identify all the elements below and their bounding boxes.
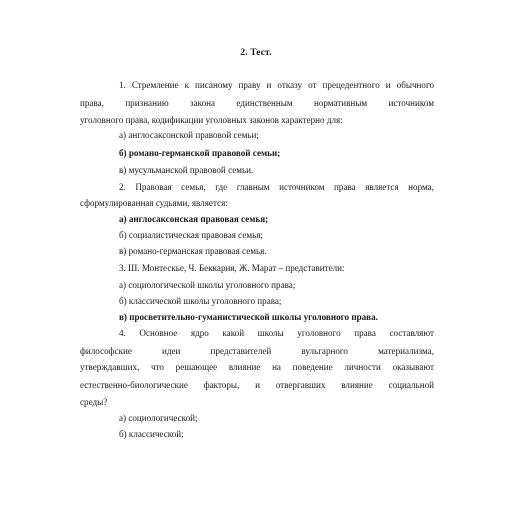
q4-line-2: философские идеи представителей вульгарного материализма, xyxy=(80,346,434,356)
q3-answer-b: б) классической школы уголовного права; xyxy=(119,296,282,306)
q1-answer-a: а) англосаксонской правовой семьи; xyxy=(119,130,259,140)
q2-line-2: сформулированная судьями, является: xyxy=(80,198,228,208)
q2-answer-c: в) романо-германская правовая семья. xyxy=(119,246,267,256)
q4-line-4: естественно-биологические факторы, и отвергавших влияние социальной xyxy=(80,380,434,390)
q1-line-2: права, признанию закона единственным нормативным источником xyxy=(80,98,434,108)
q1-answer-b-correct: б) романо-германской правовой семьи; xyxy=(119,148,281,158)
q1-line-3: уголовного права, кодификации уголовных законов характерно для: xyxy=(80,115,343,125)
q4-line-1: 4. Основное ядро какой школы уголовного права составляют xyxy=(119,328,434,338)
q3-answer-a: а) социологической школы уголовного права; xyxy=(119,280,296,290)
q2-answer-a-correct: а) англосаксонская правовая семья; xyxy=(119,214,269,224)
q3-answer-c-correct: в) просветительно-гуманистической школы уголовного права. xyxy=(119,312,378,322)
q4-answer-b: б) классической; xyxy=(119,429,184,439)
q4-answer-a: а) социологической; xyxy=(119,413,198,423)
q4-line-5: среды? xyxy=(80,397,108,407)
q2-line-1: 2. Правовая семья, где главным источником права является норма, xyxy=(119,182,434,192)
q4-line-3: утверждавших, что решающее влияние на поведение личности оказывают xyxy=(80,362,434,372)
q2-answer-b: б) социалистическая правовая семья; xyxy=(119,230,263,240)
q1-line-1: 1. Стремление к писаному праву и отказу от прецедентного и обычного xyxy=(119,80,434,90)
document-title: 2. Тест. xyxy=(240,48,272,58)
q3-line-1: 3. Ш. Монтескье, Ч. Беккария, Ж. Марат – представители: xyxy=(119,263,345,273)
q1-answer-c: в) мусульманской правовой семьи. xyxy=(119,165,254,175)
